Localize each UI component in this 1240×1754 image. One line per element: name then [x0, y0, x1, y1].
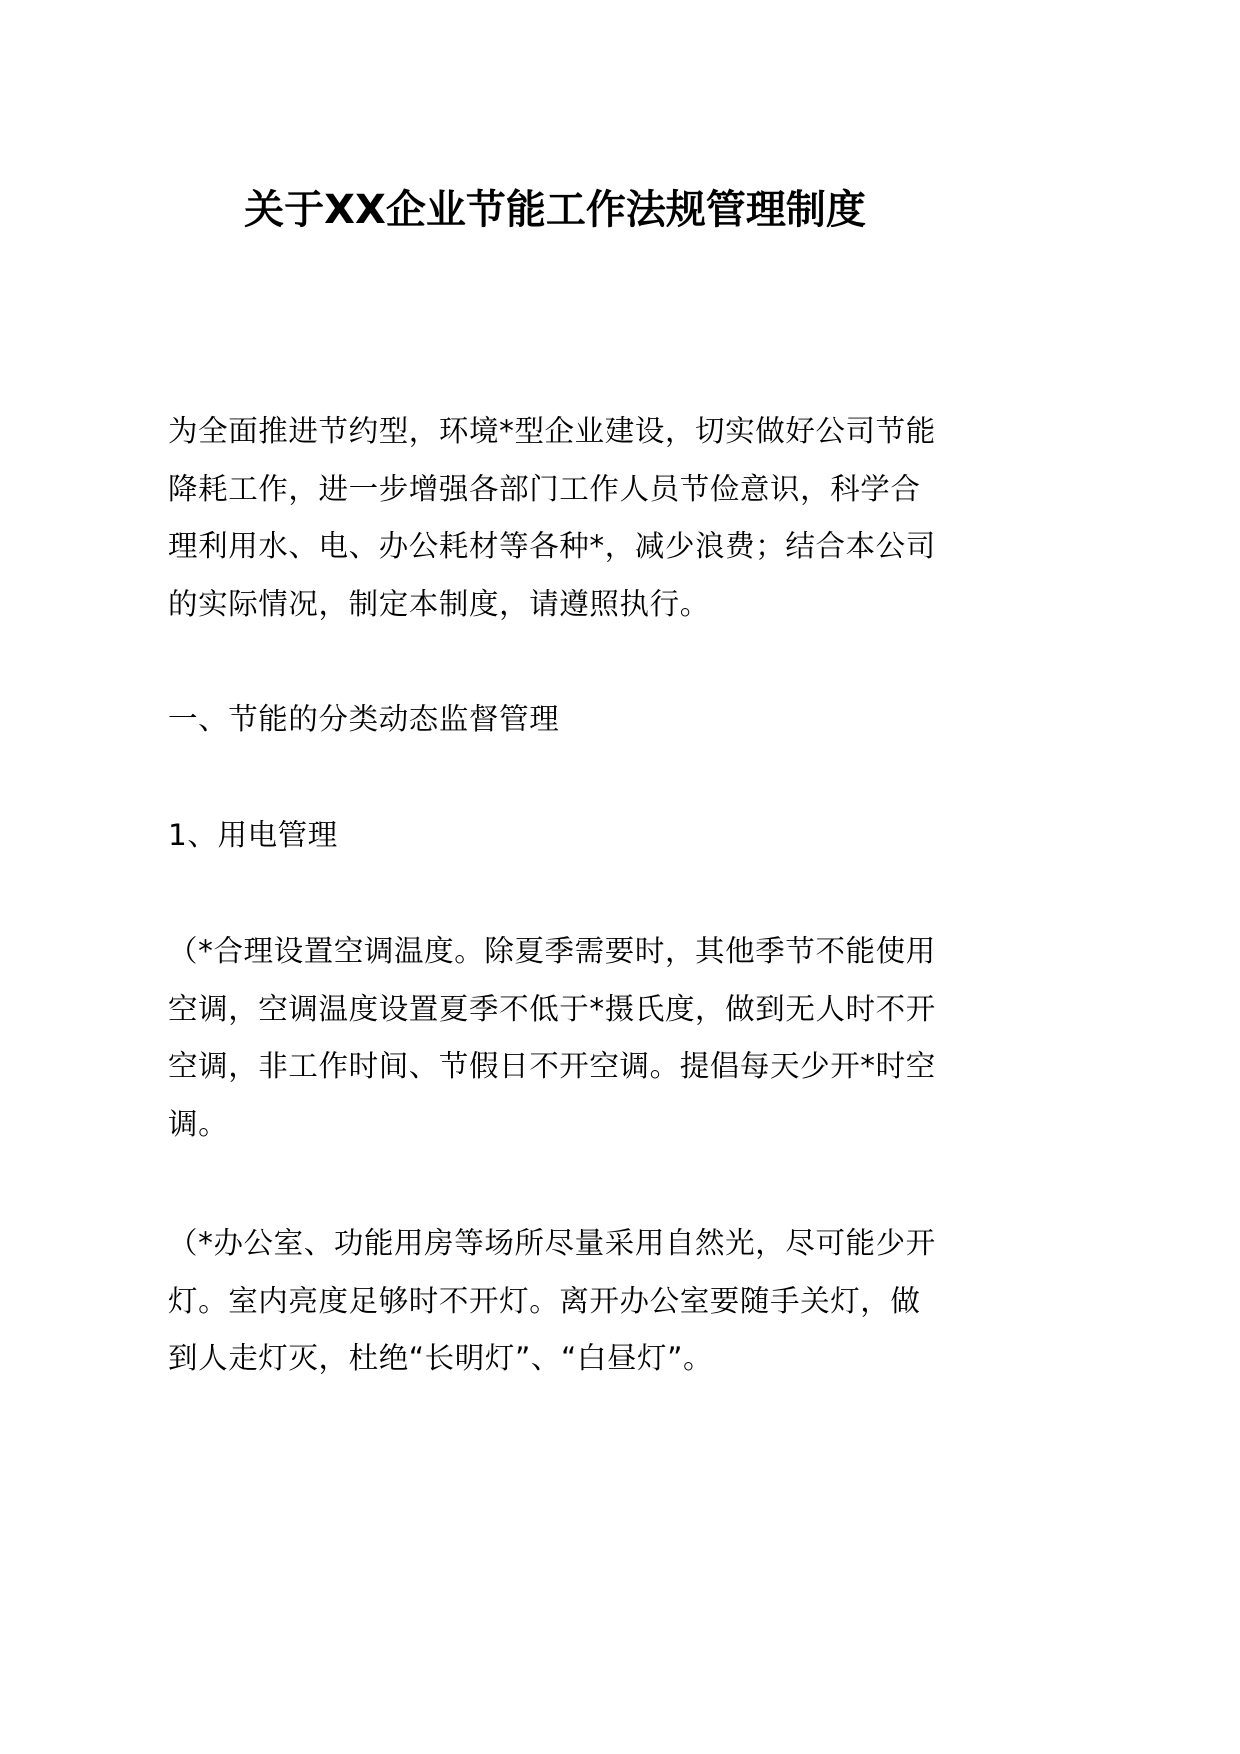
- item-1-line-4: 调。: [168, 1106, 229, 1141]
- intro-line-4: 的实际情况，制定本制度，请遵照执行。: [168, 586, 710, 621]
- intro-line-3: 理利用水、电、办公耗材等各种*，减少浪费；结合本公司: [168, 529, 936, 563]
- item-lighting-paragraph: [168, 1215, 943, 1388]
- intro-line-1: 为全面推进节约型，环境*型企业建设，切实做好公司节能: [168, 414, 936, 448]
- subsection-heading-electricity: 1、用电管理: [168, 818, 338, 852]
- item-1-line-2: 空调，空调温度设置夏季不低于*摄氏度，做到无人时不开: [168, 991, 936, 1026]
- item-2-line-2: 灯。室内亮度足够时不开灯。离开办公室要随手关灯，做: [168, 1283, 921, 1318]
- item-1-line-1: （*合理设置空调温度。除夏季需要时，其他季节不能使用: [168, 934, 936, 968]
- item-2-line-3: 到人走灯灭，杜绝“长明灯”、“白昼灯”。: [168, 1341, 714, 1375]
- document-title: 关于XX企业节能工作法规管理制度: [244, 187, 866, 233]
- item-1-line-3: 空调，非工作时间、节假日不开空调。提倡每天少开*时空: [168, 1049, 936, 1083]
- item-2-line-1: （*办公室、功能用房等场所尽量采用自然光，尽可能少开: [168, 1226, 936, 1260]
- intro-line-2: 降耗工作，进一步增强各部门工作人员节俭意识，科学合: [168, 471, 921, 506]
- section-heading-1: 一、节能的分类动态监督管理: [168, 702, 560, 736]
- item-air-conditioning-paragraph: [168, 923, 943, 1153]
- intro-paragraph: [168, 403, 943, 633]
